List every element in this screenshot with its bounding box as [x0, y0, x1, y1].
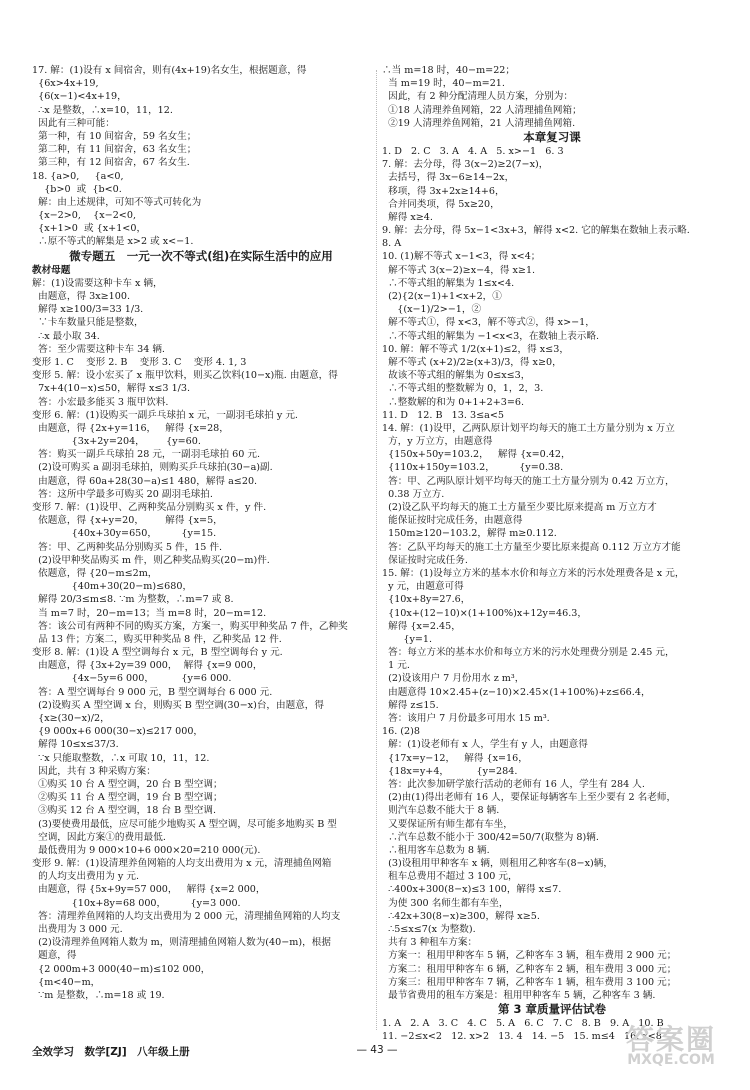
- answer-line: 变形 9. 解：(1)设清理养鱼网箱的人均支出费用为 x 元，清理捕鱼网箱: [32, 858, 332, 870]
- answer-line: 9. 解：去分母，得 5x−1<3x+3，解得 x<2. 它的解集在数轴上表示略.: [382, 225, 690, 237]
- answer-line: {4x−5y=6 000， {y=6 000.: [32, 673, 232, 685]
- answer-line: ∴42x+30(8−x)≥300，解得 x≥5.: [382, 910, 540, 922]
- answer-line: 答：该用户 7 月份最多可用水 15 m³.: [382, 713, 550, 724]
- answer-line: 变形 1. C 变形 2. B 变形 3. C 变形 4. 1, 3: [32, 356, 247, 368]
- answer-line: 解得 z≤15.: [382, 699, 439, 711]
- answer-line: {9 000x+6 000(30−x)≤217 000，: [32, 726, 204, 738]
- section-heading: 本章复习课: [523, 129, 581, 144]
- answer-line: ∴不等式组的解集为 1≤x<4.: [382, 277, 515, 289]
- answer-line: ∴x 最小取 34.: [32, 330, 100, 342]
- answer-line: 解得 x≥4.: [382, 211, 433, 223]
- answer-line: 因此，有 2 种分配清理人员方案，分别为：: [382, 91, 573, 103]
- page-number: — 43 —: [356, 1044, 398, 1056]
- answer-line: 题意，得: [32, 950, 77, 962]
- answer-line: ∴400x+300(8−x)≤3 100，解得 x≤7.: [382, 884, 562, 896]
- answer-line: {(x−1)/2>−1，②: [382, 304, 482, 316]
- answer-line: 18. {a>0, {a<0,: [32, 170, 124, 182]
- answer-line: ∵m 是整数，∴m=18 或 19.: [32, 989, 165, 1001]
- answer-line: 第三种，有 12 间宿舍，67 名女生.: [32, 157, 190, 169]
- answer-line: 答：此次参加研学旅行活动的老师有 16 人，学生有 284 人.: [382, 778, 645, 790]
- answer-line: (2)设该用户 7 月份用水 z m³，: [382, 673, 525, 685]
- answer-line: {y=1.: [382, 633, 433, 645]
- answer-line: 15. 解：(1)设每立方米的基本水价和每立方米的污水处理费各是 x 元，: [382, 567, 685, 579]
- answer-line: 答：小宏最多能买 3 瓶甲饮料.: [32, 396, 169, 408]
- book-title: 全效学习 数学[ZJ] 八年级上册: [32, 1046, 190, 1058]
- answer-line: 10. 解：解不等式 1/2(x+1)≤2，得 x≤3，: [382, 343, 569, 355]
- answer-line: 依题意，得 {x+y=20， 解得 {x=5，: [32, 515, 223, 527]
- answer-line: 租车总费用不超过 3 100 元，: [382, 871, 518, 883]
- answer-line: 答：清理养鱼网箱的人均支出费用为 2 000 元，清理捕鱼网箱的人均支: [32, 910, 341, 922]
- watermark-url: MXQE.COM: [627, 1052, 715, 1068]
- watermark-logo: [606, 1018, 736, 1074]
- answer-line: 1 元.: [382, 660, 410, 672]
- answer-line: 8. A: [382, 238, 402, 250]
- answer-line: {3x+2y=204， {y=60.: [32, 436, 201, 448]
- answer-line: 方，y 万立方，由题意得: [382, 436, 493, 448]
- answer-line: (2){2(x−1)+1<x+2，①: [382, 291, 502, 302]
- answer-line: ∴汽车总数不能小于 300/42=50/7(取整为 8)辆.: [382, 831, 599, 843]
- answer-line: {x+1>0 或 {x+1<0，: [32, 223, 147, 235]
- answer-line: 又要保证所有师生都有车坐，: [382, 818, 513, 830]
- answer-line: 最节省费用的租车方案是：租用甲种客车 5 辆，乙种客车 3 辆.: [382, 989, 656, 1001]
- answer-line: {17x=y−12， 解得 {x=16，: [382, 752, 528, 764]
- answer-line: ③购买 12 台 A 型空调，18 台 B 型空调.: [32, 805, 217, 817]
- answer-line: y 元，由题意可得: [382, 581, 464, 593]
- answer-line: 11. D 12. B 13. 3≤a<5: [382, 409, 504, 421]
- answer-line: ∴整数解的和为 0+1+2+3=6.: [382, 396, 525, 408]
- answer-line: (2)设可购买 a 副羽毛球拍，则购买乒乓球拍(30−a)副.: [32, 462, 273, 474]
- answer-line: 去括号，得 3x−6≥14−2x，: [382, 172, 515, 184]
- answer-line: (3)要使费用最低，应尽可能少地购买 A 型空调，尽可能多地购买 B 型: [32, 818, 337, 830]
- answer-line: {110x+150y=103.2， {y=0.38.: [382, 462, 564, 474]
- answer-line: 答：每立方米的基本水价和每立方米的污水处理费分别是 2.45 元，: [382, 647, 675, 659]
- answer-line: 因此，共有 3 种采购方案：: [32, 765, 156, 777]
- answer-line: (2)设甲种奖品购买 m 件，则乙种奖品购买(20−m)件.: [32, 554, 270, 566]
- answer-line: 第二种，有 11 间宿舍，63 名女生；: [32, 144, 197, 156]
- answer-line: {m<40−m，: [32, 976, 101, 988]
- answer-line: 16. (2)8: [382, 726, 421, 738]
- answer-line: (3)设租用甲种客车 x 辆，则租用乙种客车(8−x)辆，: [382, 858, 613, 870]
- answer-line: 答：甲、乙两队原计划平均每天的施工土方量分别为 0.42 万立方，: [382, 475, 675, 487]
- answer-line: 的人均支出费用为 y 元.: [32, 871, 140, 883]
- answer-line: ∵x 只能取整数，∴x 可取 10，11，12.: [32, 752, 210, 764]
- answer-line: ②购买 11 台 A 型空调，19 台 B 型空调；: [32, 792, 223, 804]
- answer-line: 解不等式 (x+2)/2≥(x+3)/3，得 x≥0，: [382, 356, 562, 368]
- answer-line: 共有 3 种租车方案：: [382, 937, 478, 949]
- answer-line: 解不等式 3(x−2)≥x−4，得 x≥1.: [382, 264, 536, 276]
- answer-line: 1. D 2. C 3. A 4. A 5. x>−1 6. 3: [382, 145, 564, 157]
- answer-line: {10x+(12−10)×(1+100%)x+12y=46.3，: [382, 607, 587, 619]
- answer-line: 当 m=7 时，20−m=13；当 m=8 时，20−m=12.: [32, 607, 267, 619]
- answer-line: (2)设乙队平均每天的施工土方量至少要比原来提高 m 万立方才: [382, 502, 657, 513]
- answer-line: 解：(1)设老师有 x 人，学生有 y 人，由题意得: [382, 739, 588, 751]
- answer-line: {2 000m+3 000(40−m)≤102 000，: [32, 963, 211, 975]
- answer-line: {10x+8y=27.6，: [382, 594, 471, 606]
- answer-line: 解得 x≥100/3=33 1/3.: [32, 304, 144, 316]
- answer-line: 解得 20/3≤m≤8. ∵m 为整数，∴m=7 或 8.: [32, 594, 234, 606]
- answer-line: ∴5≤x≤7(x 为整数).: [382, 924, 476, 935]
- answer-line: 保证按时完成任务.: [382, 554, 468, 566]
- answer-line: 14. 解：(1)设甲，乙两队原计划平均每天的施工土方量分别为 x 万立: [382, 422, 675, 434]
- answer-line: ①18 人清理养鱼网箱，22 人清理捕鱼网箱；: [382, 104, 582, 116]
- answer-line: 答：至少需要这种卡车 34 辆.: [32, 343, 165, 355]
- answer-line: 17. 解：(1)设有 x 间宿舍，则有(4x+19)名女生，根据题意，得: [32, 65, 307, 76]
- answer-line: 为使 300 名师生都有车坐，: [382, 897, 509, 909]
- left-column: [32, 64, 370, 1002]
- column-divider: [376, 70, 377, 1030]
- answer-line: 答：A 型空调每台 9 000 元，B 型空调每台 6 000 元.: [32, 686, 273, 698]
- answer-line: 能保证按时完成任务，由题意得: [382, 515, 523, 527]
- answer-line: 变形 5. 解：设小宏买了 x 瓶甲饮料，则买乙饮料(10−x)瓶. 由题意，得: [32, 370, 338, 382]
- answer-line: ∴x 是整数，∴x=10，11，12.: [32, 104, 173, 116]
- answer-line: {6(x−1)<4x+19，: [32, 91, 127, 103]
- answer-line: 方案一：租用甲种客车 5 辆，乙种客车 3 辆，租车费用 2 900 元；: [382, 950, 677, 962]
- answer-line: 解得 {x=2.45，: [382, 620, 461, 632]
- answer-line: 变形 6. 解：(1)设购买一副乒乓球拍 x 元，一副羽毛球拍 y 元.: [32, 409, 298, 421]
- answer-line: 依题意，得 {20−m≤2m，: [32, 567, 158, 579]
- answer-line: 0.38 万立方.: [382, 488, 445, 500]
- answer-line: {b>0 或 {b<0.: [32, 183, 122, 195]
- answer-line: 7. 解：去分母，得 3(x−2)≥2(7−x)，: [382, 159, 549, 171]
- answer-line: {18x=y+4， {y=284.: [382, 765, 518, 777]
- answer-line: {40m+30(20−m)≤680，: [32, 581, 193, 593]
- answer-line: 因此有三种可能：: [32, 117, 115, 129]
- answer-line: ∴原不等式的解集是 x>2 或 x<−1.: [32, 236, 194, 248]
- answer-line: ②19 人清理养鱼网箱，21 人清理捕鱼网箱.: [382, 117, 576, 129]
- answer-line: (2)设清理养鱼网箱人数为 m，则清理捕鱼网箱人数为(40−m)，根据: [32, 937, 331, 949]
- answer-line: 解：由上述规律，可知不等式可转化为: [32, 196, 202, 208]
- answer-line: 答：购买一副乒乓球拍 28 元，一副羽毛球拍 60 元.: [32, 449, 261, 461]
- answer-line: ∴不等式组的整数解为 0，1，2，3.: [382, 383, 544, 395]
- answer-line: {150x+50y=103.2， 解得 {x=0.42，: [382, 449, 571, 461]
- answer-line: ∵卡车数量只能是整数，: [32, 317, 144, 329]
- answer-line: 由题意，得 60a+28(30−a)≤1 480，解得 a≤20.: [32, 475, 258, 487]
- answer-line: {40x+30y=650， {y=15.: [32, 528, 217, 540]
- answer-line: {10x+8y=68 000， {y=3 000.: [32, 897, 241, 909]
- answer-line: 由题意得 10×2.45+(z−10)×2.45×(1+100%)+z≤66.4，: [382, 686, 651, 698]
- right-column: [382, 64, 722, 1044]
- answer-line: ①购买 10 台 A 型空调，20 台 B 型空调；: [32, 778, 223, 790]
- answer-line: 7x+4(10−x)≤50，解得 x≤3 1/3.: [32, 383, 191, 395]
- section-heading: 微专题五 一元一次不等式(组)在实际生活中的应用: [69, 248, 333, 263]
- answer-line: (2)设购买 A 型空调 x 台，则购买 B 型空调(30−x)台，由题意，得: [32, 699, 324, 711]
- answer-line: 答：这所中学最多可购买 20 副羽毛球拍.: [32, 488, 213, 500]
- answer-line: 由题意，得 {3x+2y=39 000， 解得 {x=9 000，: [32, 660, 263, 672]
- answer-line: 答：乙队平均每天的施工土方量至少要比原来提高 0.112 万立方才能: [382, 541, 681, 553]
- answer-line: ∴不等式组的解集为 −1<x<3，在数轴上表示略.: [382, 330, 600, 342]
- answer-line: 由题意，得 {5x+9y=57 000， 解得 {x=2 000，: [32, 884, 266, 896]
- answer-line: (2)由(1)得出老师有 16 人，要保证每辆客车上至少要有 2 名老师，: [382, 792, 677, 804]
- answer-line: {x−2>0, {x−2<0,: [32, 210, 136, 222]
- answer-line: 解得 10≤x≤37/3.: [32, 739, 119, 751]
- answer-line: 150m≥120−103.2，解得 m≥0.112.: [382, 528, 557, 540]
- answer-line: {6x>4x+19,: [32, 78, 99, 90]
- answer-line: 第一种，有 10 间宿舍，59 名女生；: [32, 130, 197, 142]
- answer-line: 答：甲、乙两种奖品分别购买 5 件，15 件.: [32, 541, 223, 553]
- answer-line: 出费用为 3 000 元.: [32, 924, 123, 935]
- answer-line: 变形 8. 解：(1)设 A 型空调每台 x 元，B 型空调每台 y 元.: [32, 647, 283, 659]
- answer-line: 则汽车总数不能大于 8 辆.: [382, 805, 500, 817]
- answer-line: 空调，因此方案①的费用最低.: [32, 831, 166, 843]
- answer-line: 教材母题: [32, 264, 71, 276]
- answer-line: 1. A 2. A 3. C 4. C 5. A 6. C 7. C 8. B 9. A 10. B: [382, 1018, 664, 1030]
- answer-line: 答：该公司有两种不同的购买方案，方案一，购买甲种奖品 7 件，乙种奖: [32, 620, 348, 632]
- answer-line: 方案三：租用甲种客车 7 辆，乙种客车 1 辆，租车费用 3 100 元；: [382, 976, 677, 988]
- answer-line: 解不等式①，得 x<3，解不等式②，得 x>−1，: [382, 317, 595, 329]
- answer-line: 品 13 件；方案二，购买甲种奖品 8 件，乙种奖品 12 件.: [32, 633, 282, 645]
- answer-line: 11. −2≤x<2 12. x>2 13. 4 14. −5 15. m≤4 16. x<8: [382, 1031, 662, 1043]
- answer-line: ∴当 m=18 时，40−m=22；: [382, 65, 516, 76]
- answer-line: 变形 7. 解：(1)设甲、乙两种奖品分别购买 x 件，y 件.: [32, 502, 267, 513]
- answer-line: 10. (1)解不等式 x−1<3，得 x<4；: [382, 251, 541, 263]
- answer-line: 由题意，得 3x≥100.: [32, 291, 131, 302]
- answer-line: 合并同类项，得 5x≥20，: [382, 198, 500, 210]
- answer-line: ∴租用客车总数为 8 辆.: [382, 844, 490, 856]
- answer-line: {x≥(30−x)/2，: [32, 713, 110, 724]
- answer-line: 方案二：租用甲种客车 6 辆，乙种客车 2 辆，租车费用 3 000 元；: [382, 963, 677, 975]
- section-heading: 第 3 章质量评估试卷: [497, 1002, 606, 1017]
- answer-line: 由题意，得 {2x+y=116， 解得 {x=28，: [32, 422, 229, 434]
- answer-line: 移项，得 3x+2x≥14+6，: [382, 185, 505, 197]
- answer-line: 故该不等式组的解集为 0≤x≤3，: [382, 370, 531, 382]
- answer-line: 最低费用为 9 000×10+6 000×20=210 000(元).: [32, 844, 261, 856]
- answer-line: 当 m=19 时，40−m=21.: [382, 78, 505, 90]
- answer-line: 解：(1)设需要这种卡车 x 辆，: [32, 277, 163, 289]
- watermark-text: 答案圈: [625, 1023, 716, 1056]
